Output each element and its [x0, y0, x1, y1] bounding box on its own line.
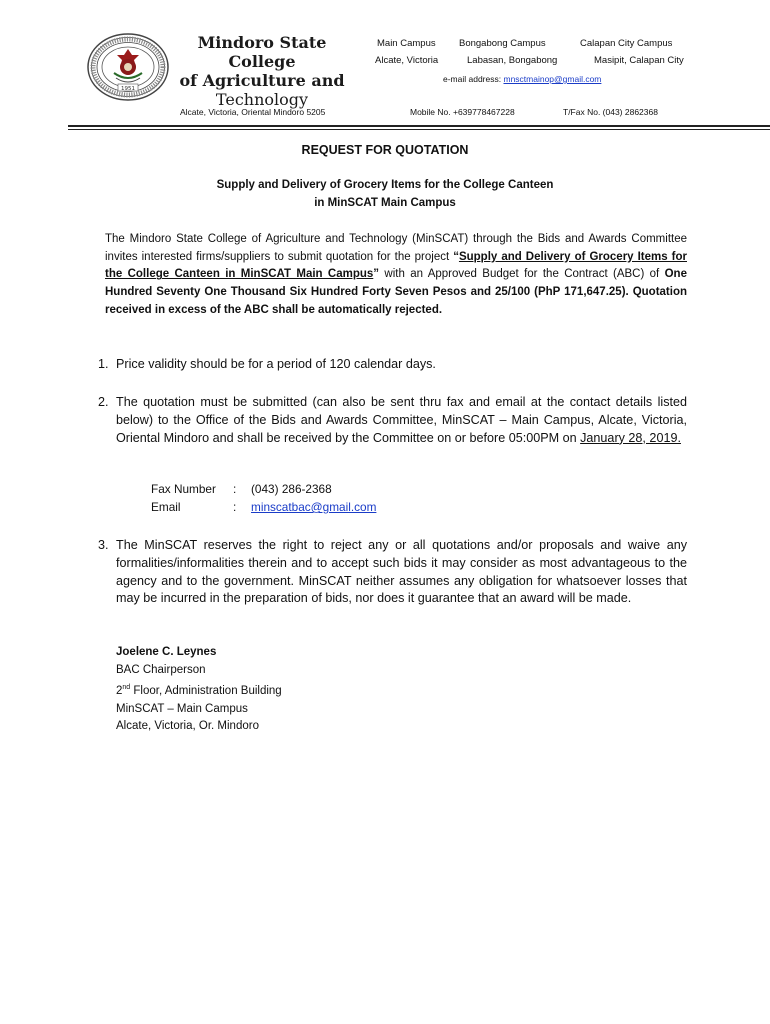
svg-text:1951: 1951 [121, 86, 135, 92]
contact-separator: : [233, 482, 237, 496]
project-name: Supply and Delivery of Grocery Items for the College Canteen in MinSCAT Main Campus [105, 250, 687, 281]
signatory-office [116, 679, 282, 701]
contact-email-link[interactable]: minscatbac@gmail.com [251, 500, 377, 514]
intro-text-2: with an Approved Budget for the Contract (ABC) of [379, 268, 665, 281]
contact-label: Email [151, 500, 181, 514]
abc-amount: One Hundred Seventy One Thousand Six Hundred Forty Seven Pesos and 25/100 (PhP 171,647.25). Quotation received in excess of the ABC shall be automatically rejected. [105, 268, 687, 316]
college-name-line-2: of Agriculture and [179, 71, 345, 90]
contact-email-row [151, 500, 376, 514]
document-subtitle-line-1: Supply and Delivery of Grocery Items for the College Canteen [216, 179, 554, 191]
list-number: 2. [98, 395, 109, 409]
intro-open-quote: “ [453, 250, 459, 263]
campus-bongabong-name: Bongabong Campus [459, 38, 546, 49]
college-name [172, 33, 352, 109]
header-rule-thick [68, 125, 770, 127]
signatory-position: BAC Chairperson [116, 663, 206, 676]
document-title: REQUEST FOR QUOTATION [301, 143, 469, 157]
signature-block [116, 644, 282, 736]
header-address: Alcate, Victoria, Oriental Mindoro 5205 [180, 107, 326, 117]
list-item-3 [98, 537, 687, 608]
header-mobile: Mobile No. +639778467228 [410, 107, 515, 117]
college-seal-logo [87, 33, 169, 101]
document-subtitle-line-2: in MinSCAT Main Campus [314, 197, 456, 209]
college-name-line-1: Mindoro State College [197, 33, 327, 71]
intro-close-quote: ” [373, 268, 380, 281]
college-name-line-3: Technology [215, 90, 309, 109]
floor-rest: Floor, Administration Building [130, 685, 282, 697]
campus-calapan-name: Calapan City Campus [580, 38, 673, 49]
header-email-link[interactable]: mnsctmainop@gmail.com [503, 74, 602, 84]
list-item-2 [98, 394, 687, 447]
header-email [443, 74, 601, 84]
list-item-text: The MinSCAT reserves the right to reject any or all quotations and/or proposals and waive any formalities/informalities therein and to accept such bids it may consider as most advantageous to the agency and to the government. MinSCAT neither assumes any obligation for whatsoever losses that may be incurred in the preparation of bids, nor does it guarantee that an award will be made. [116, 538, 687, 606]
list-item-text: The quotation must be submitted (can also be sent thru fax and email at the contact details listed below) to the Office of the Bids and Awards Committee, MinSCAT – Main Campus, Alcate, Victoria, Oriental Mindoro and shall be received by the Committee on or before 05:00PM on [116, 395, 687, 445]
intro-paragraph [105, 231, 687, 320]
header-rule-thin [68, 129, 770, 130]
contact-fax-row [151, 482, 332, 496]
list-number: 3. [98, 538, 109, 552]
header-fax: T/Fax No. (043) 2862368 [563, 107, 658, 117]
contact-label: Fax Number [151, 482, 216, 496]
intro-text-1: The Mindoro State College of Agriculture and Technology (MinSCAT) through the Bids and Awards Committee invites interested firms/suppliers to submit quotation for the project [105, 233, 687, 263]
signatory-campus: MinSCAT – Main Campus [116, 702, 248, 715]
campus-bongabong-location: Labasan, Bongabong [467, 55, 558, 66]
submission-deadline: January 28, 2019. [580, 430, 681, 445]
signatory-name: Joelene C. Leynes [116, 646, 217, 658]
floor-number: 2 [116, 685, 123, 697]
campus-main-name: Main Campus [377, 38, 436, 49]
list-item-text: Price validity should be for a period of 120 calendar days. [116, 357, 436, 371]
campus-main-location: Alcate, Victoria [375, 55, 439, 66]
list-number: 1. [98, 357, 109, 371]
contact-separator: : [233, 500, 237, 514]
list-item-1 [98, 356, 687, 374]
campus-calapan-location: Masipit, Calapan City [594, 55, 684, 66]
contact-value: (043) 286-2368 [251, 482, 332, 496]
floor-ordinal: nd [122, 684, 131, 691]
email-label: e-mail address: [443, 74, 502, 84]
signatory-address: Alcate, Victoria, Or. Mindoro [116, 720, 259, 732]
